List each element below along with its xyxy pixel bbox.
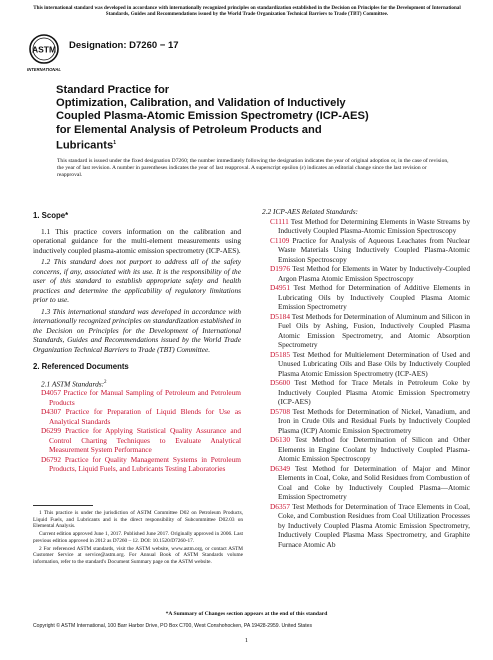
scope-para-2: 1.2 This standard does not purport to address all of the safety concerns, if any, associated with its use. It is the responsibility of the user of this standard to establish appropriate safety and health practices and determine the applicability of regulatory limitations prior to use. (33, 257, 241, 304)
designation: Designation: D7260 − 17 (69, 40, 179, 51)
title-footnote-mark: 1 (113, 139, 116, 146)
reference-code-link[interactable]: D5600 (270, 378, 290, 387)
right-column (262, 207, 470, 549)
international-standard-notice: This international standard was developed in accordance with internationally recognized principles on standardization established in the Decision on Principles for the Development of International Standards, Guides and Recommendations issued by the World Trade Organization Technical Barriers to Trade (TBT) Committee. (33, 5, 461, 18)
icp-standards-list (262, 217, 470, 550)
referenced-docs-heading: 2. Referenced Documents (33, 362, 129, 371)
title-line-4: for Elemental Analysis of Petroleum Products and (56, 123, 322, 136)
reference-item (41, 388, 241, 407)
reference-item (41, 455, 241, 474)
reference-code-link[interactable]: D6357 (270, 501, 290, 511)
astm-logo (27, 33, 61, 73)
reference-item (270, 502, 470, 550)
reference-title-link[interactable]: Practice for Preparation of Liquid Blends for Use as Analytical Standards (49, 407, 241, 426)
reference-title-link[interactable]: Test Method for Determination of Major and Minor Elements in Coal, Coke, and Solid Residues from Combustion of Coal and Coke by Inductively Coupled Plasma—Atomic Emission Spectrometry (278, 463, 470, 501)
reference-code-link[interactable]: D6349 (270, 463, 290, 473)
reference-item (41, 407, 241, 426)
astm-standards-label: 2.1 ASTM Standards:$^2$ (41, 378, 107, 388)
astm-logo-icon (27, 33, 61, 73)
footnote-1: 1 This practice is under the jurisdiction of ASTM Committee D02 on Petroleum Products, Liquid Fuels, and Lubricants and is the direct responsibility of Subcommittee D02.03 on Elemental Analysis. (33, 510, 243, 529)
reference-title-link[interactable]: Test Method for Trace Metals in Petroleum Coke by Inductively Coupled Plasma Atomic Emission Spectrometry (ICP-AES) (278, 378, 470, 406)
reference-title-link[interactable]: Test Methods for Determination of Trace Elements in Coal, Coke, and Combustion Residues from Coal Utilization Processes by Inductively Coupled Plasma Atomic Emission Spectrometry, Inductively Coupled Plasma Mass Spectrometry, and Graphite Furnace Atomic Ab (278, 501, 470, 549)
document-title (56, 84, 456, 153)
title-line-3: Coupled Plasma-Atomic Emission Spectrometry (ICP-AES) (56, 110, 369, 123)
designation-intro-note: This standard is issued under the fixed designation D7260; the number immediately following the designation indicates the year of original adoption or, in the case of revision, the year of last revision. A number in parentheses indicates the year of last reapproval. A superscript epsilon (ε) indicates an editorial change since the last revision or reapproval. (57, 158, 449, 178)
astm-standards-list (33, 388, 241, 474)
reference-code-link[interactable]: D5708 (270, 406, 290, 416)
svg-text:ASTM: ASTM (31, 44, 57, 55)
title-line-5: Lubricants (56, 139, 114, 152)
reference-title-link[interactable]: Practice for Analysis of Aqueous Leachates from Nuclear Waste Materials Using Inductively Coupled Plasma-Atomic Emission Spectroscopy (278, 235, 470, 264)
icp-standards-label: 2.2 ICP-AES Related Standards: (262, 207, 358, 216)
reference-code-link[interactable]: D6792 (41, 454, 61, 464)
reference-title-link[interactable]: Test Method for Elements in Water by Inductively-Coupled Argon Plasma Atomic Emission Spectroscopy (278, 264, 470, 283)
reference-item (270, 407, 470, 436)
reference-item (270, 464, 470, 502)
reference-title-link[interactable]: Test Methods for Determination of Nickel, Vanadium, and Iron in Crude Oils and Residual Fuels by Inductively Coupled Plasma (ICP) Atomic Emission Spectrometry (278, 406, 470, 435)
reference-title-link[interactable]: Test Method for Determination of Additive Elements in Lubricating Oils by Inductively Coupled Plasma Atomic Emission Spectrometry (278, 283, 470, 311)
reference-item (270, 217, 470, 236)
reference-code-link[interactable]: C1111 (270, 216, 289, 226)
reference-code-link[interactable]: D4057 (41, 388, 61, 398)
reference-item (41, 426, 241, 455)
reference-item (270, 435, 470, 464)
title-line-2: Optimization, Calibration, and Validation of Inductively (56, 97, 346, 110)
reference-title-link[interactable]: Test Method for Determining Elements in Waste Streams by Inductively Coupled Plasma-Atomic Emission Spectroscopy (278, 216, 470, 235)
reference-title-link[interactable]: Practice for Applying Statistical Quality Assurance and Control Charting Techniques to Evaluate Analytical Measurement System Performance (49, 426, 241, 455)
footnote-divider (33, 505, 93, 506)
reference-title-link[interactable]: Practice for Manual Sampling of Petroleum and Petroleum Products (49, 388, 241, 407)
reference-title-link[interactable]: Test Method for Determination of Silicon and Other Elements in Engine Coolant by Inductively Coupled Plasma-Atomic Emission Spectroscopy (278, 435, 470, 463)
reference-item (270, 350, 470, 379)
footnote-1-edition: Current edition approved June 1, 2017. Published June 2017. Originally approved in 2006. Last previous edition approved in 2012 as D7260 – 12. DOI: 10.1520/D7260-17. (33, 531, 243, 544)
copyright-line: Copyright © ASTM International, 100 Barr Harbor Drive, PO Box C700, West Conshohocken, PA 19428-2959. United States (33, 623, 313, 629)
reference-code-link[interactable]: D5185 (270, 349, 290, 359)
reference-item (270, 264, 470, 283)
page-number: 1 (244, 637, 249, 644)
reference-code-link[interactable]: D4307 (41, 407, 61, 417)
reference-item (270, 236, 470, 265)
reference-item (270, 378, 470, 407)
reference-title-link[interactable]: Test Methods for Determination of Aluminum and Silicon in Fuel Oils by Ashing, Fusion, Inductively Coupled Plasma Atomic Emission Spectrometry, and Atomic Absorption Spectrometry (278, 311, 470, 349)
reference-title-link[interactable]: Practice for Quality Management Systems in Petroleum Products, Liquid Fuels, and Lubricants Testing Laboratories (49, 454, 241, 474)
reference-code-link[interactable]: D5184 (270, 311, 290, 321)
reference-title-link[interactable]: Test Method for Multielement Determination of Used and Unused Lubricating Oils and Base Oils by Inductively Coupled Plasma Atomic Emission Spectrometry (ICP-AES) (278, 349, 470, 378)
left-column (33, 207, 241, 474)
scope-para-1: 1.1 This practice covers information on the calibration and operational guidance for the multi-element measurements using inductively coupled plasma-atomic emission spectrometry (ICP-AES). (33, 226, 241, 255)
title-line-1: Standard Practice for (56, 84, 170, 96)
footnotes (33, 510, 243, 567)
reference-code-link[interactable]: D6299 (41, 426, 61, 436)
footnote-2: 2 For referenced ASTM standards, visit the ASTM website, www.astm.org, or contact ASTM Customer Service at service@astm.org. For Annual Book of ASTM Standards volume information, refer to the standard's Document Summary page on the ASTM website. (33, 545, 243, 565)
reference-code-link[interactable]: C1109 (270, 235, 290, 245)
reference-code-link[interactable]: D4951 (270, 283, 290, 292)
reference-code-link[interactable]: D6130 (270, 435, 290, 444)
scope-para-3: 1.3 This international standard was developed in accordance with internationally recognized principles on standardization established in the Decision on Principles for the Development of International Standards, Guides and Recommendations issued by the World Trade Organization Technical Barriers to Trade (TBT) Committee. (33, 306, 241, 354)
reference-item (270, 312, 470, 350)
reference-code-link[interactable]: D1976 (270, 264, 290, 273)
summary-of-changes-note: *A Summary of Changes section appears at the end of this standard (165, 611, 328, 617)
reference-item (270, 283, 470, 312)
svg-text:INTERNATIONAL: INTERNATIONAL (27, 67, 61, 72)
scope-heading: 1. Scope* (33, 211, 69, 220)
